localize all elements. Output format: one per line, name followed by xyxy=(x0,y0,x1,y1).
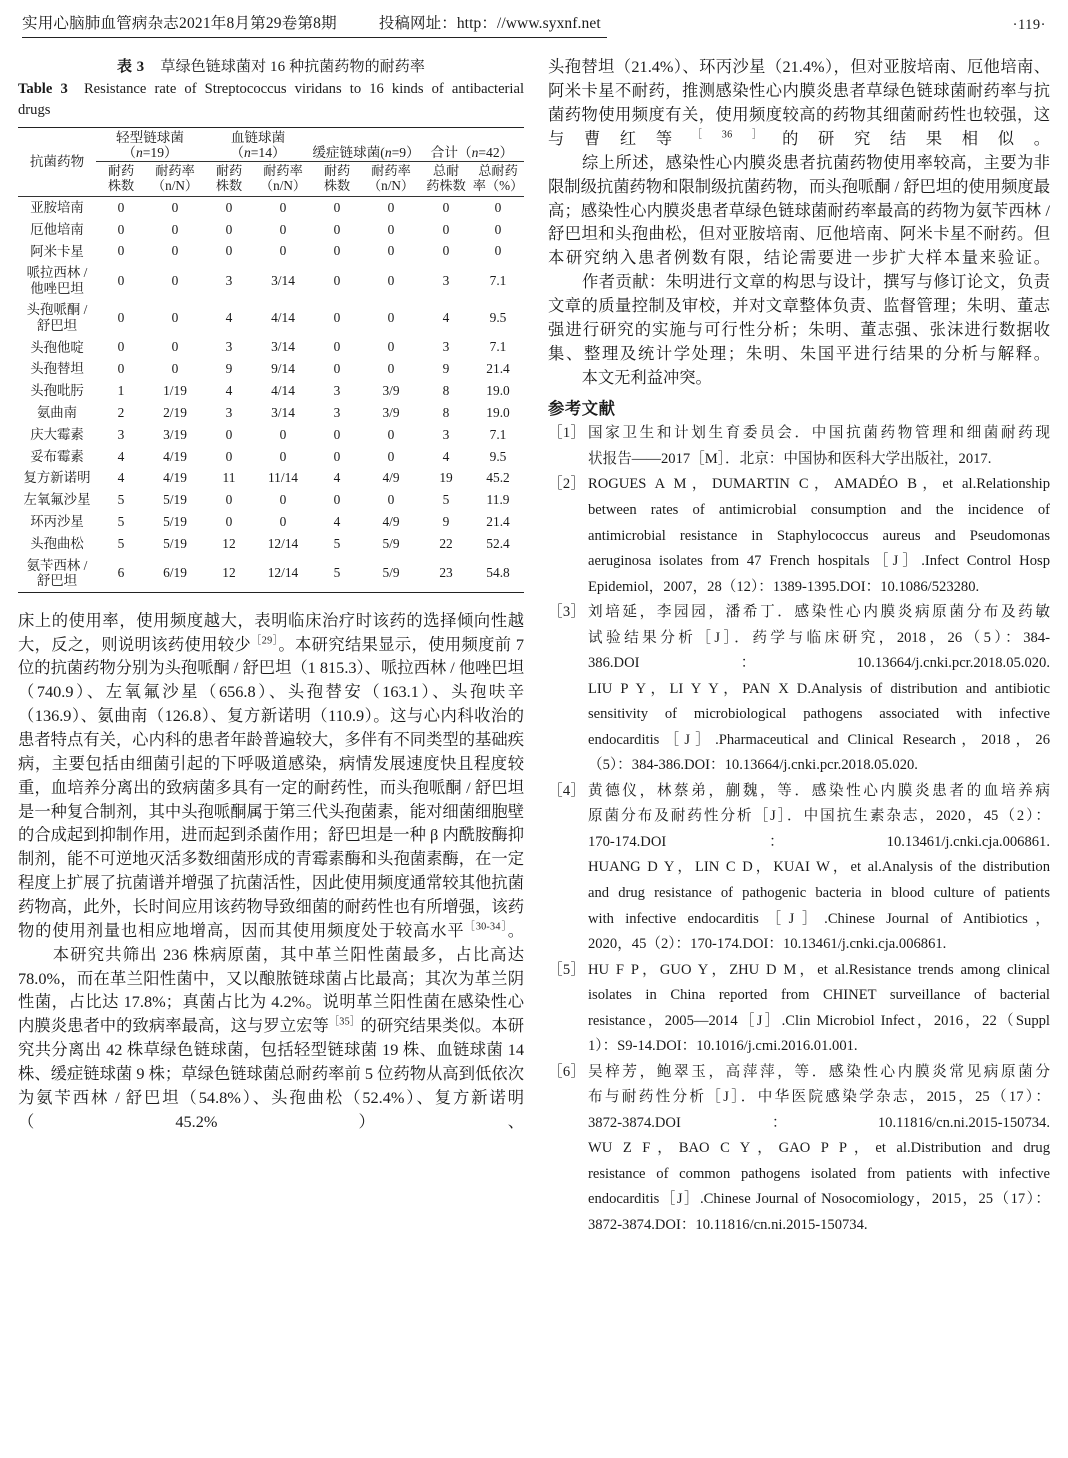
table-cell-value: 0 xyxy=(171,309,179,325)
table-cell-value: 3 xyxy=(333,383,341,399)
table-cell-value: 11.9 xyxy=(486,492,510,508)
contrib-text: 朱明进行文章的构思与设计，撰写与修订论文，负责文章的质量控制及审校，并对文章整体负责、监督管理；朱明、董志强进行研究的实施与可行性分析；朱明、董志强、张沫进行数据收集、整理及统计学处理；朱明、朱国平进行结果的分析与解释。 xyxy=(548,272,1050,363)
subheader-total-count: 总耐 药株数 xyxy=(426,163,466,194)
table-row xyxy=(18,336,524,358)
table-row xyxy=(18,299,524,336)
table-cell-value: 3 xyxy=(225,272,233,288)
table-cell-value: 8 xyxy=(442,383,450,399)
table-cell-value: 0 xyxy=(225,243,233,259)
rp2: 综上所述，感染性心内膜炎患者抗菌药物使用率较高，主要为非限制级抗菌药物和限制级抗菌药物，而头孢哌酮 / 舒巴坦的使用频度最高；感染性心内膜炎患者草绿色链球菌耐药率最高的药物为氨苄西林 / 舒巴坦和头孢曲松，但对亚胺培南、厄他培南、阿米卡星不耐药。但本研究纳入患者例数有限，结论需要进一步扩大样本量来验证。 xyxy=(548,152,1050,268)
table-cell-value: 0 xyxy=(387,492,395,508)
table-cell-value: 11 xyxy=(222,470,236,486)
table-cell-value: 0 xyxy=(494,243,502,259)
table-cell-value: 11/14 xyxy=(267,470,298,486)
two-column-layout xyxy=(18,55,1050,1238)
conflict-text: 本文无利益冲突。 xyxy=(581,367,712,387)
table-cell-value: 4/19 xyxy=(163,470,187,486)
reference-item xyxy=(548,600,1050,779)
table-cell-value: 45.2 xyxy=(486,470,510,486)
table-cell-value: 9 xyxy=(442,361,450,377)
table-cell-value: 0 xyxy=(333,309,341,325)
table-cell-value: 0 xyxy=(387,339,395,355)
table-cell-value: 0 xyxy=(333,199,341,215)
table-cell-value: 5 xyxy=(442,492,450,508)
table-cell-value: 19.0 xyxy=(486,404,510,420)
table-row xyxy=(18,424,524,446)
subheader-mitis-count: 耐药 株数 xyxy=(323,163,351,194)
right-paragraph-2-conclusion xyxy=(548,151,1050,270)
table-cell-value: 0 xyxy=(333,272,341,288)
table-cell-drug-name: 阿米卡星 xyxy=(30,243,84,259)
table-cell-value: 0 xyxy=(387,221,395,237)
table-cell-value: 4 xyxy=(442,448,450,464)
reference-line: WU Z F，BAO C Y，GAO P P，et al.Distribution and drug xyxy=(588,1140,1050,1157)
table-cell-value: 4 xyxy=(225,309,233,325)
table-row xyxy=(18,240,524,262)
table-cell-drug-name: 头孢哌酮 / 舒巴坦 xyxy=(26,302,88,333)
table-cell-value: 0 xyxy=(442,199,450,215)
left-paragraph-1 xyxy=(18,609,524,943)
table-cell-value: 0 xyxy=(279,448,287,464)
group-header-sanguis: 血链球菌（n=14） xyxy=(204,127,312,161)
table-cell-value: 7.1 xyxy=(489,339,507,355)
page-number: ·119· xyxy=(1012,17,1046,34)
group-header-mitis: 缓症链球菌(n=9） xyxy=(312,127,420,161)
lp2-a: 本研究共筛出 236 株病原菌，其中革兰阳性菌最多，占比高达 78.0%，而在革兰阳性菌中，又以酿脓链球菌占比最高；其次为革兰阴性菌，占比达 17.8%；真菌占比为 4.2%。说明革兰阳性菌在感染性心内膜炎患者中的致病率最高，这与罗立宏等 xyxy=(18,944,524,1036)
table-cell-value: 9/14 xyxy=(271,361,295,377)
reference-line: with infective endocarditis［J］.Chinese Journal of Antibiotics， xyxy=(588,910,1050,927)
running-header-left xyxy=(22,14,607,38)
table-cell-drug-name: 头孢他啶 xyxy=(30,339,84,355)
table-cell-drug-name: 妥布霉素 xyxy=(30,448,84,464)
reference-line: resistance，2005—2014［J］.Clin Microbiol Infect，2016，22（Suppl xyxy=(588,1012,1050,1029)
table-cell-value: 12/14 xyxy=(267,565,299,581)
reference-line: resistance of common pathogens isolated from patients with infective xyxy=(588,1165,1050,1182)
reference-item xyxy=(548,1060,1050,1239)
table-cell-value: 0 xyxy=(279,513,287,529)
references-heading: 参考文献 xyxy=(548,399,616,419)
group-header-total: 合计（n=42） xyxy=(420,127,524,161)
reference-number: ［5］ xyxy=(548,961,586,978)
table-cell-value: 12 xyxy=(222,535,236,551)
table-cell-value: 4 xyxy=(225,383,233,399)
reference-line: 黄德仪，林蔡弟，蒯魏，等．感染性心内膜炎患者的血培养病 xyxy=(588,782,1050,799)
table-cell-value: 0 xyxy=(117,339,125,355)
table-cell-value: 0 xyxy=(171,243,179,259)
group-header-mild: 轻型链球菌（n=19） xyxy=(96,127,204,161)
table-title-en: Resistance rate of Streptococcus viridans to 16 kinds of antibacterial drugs xyxy=(18,81,524,119)
reference-line: 170-174.DOI：10.13461/j.cnki.cja.006861. xyxy=(588,833,1050,850)
table-cell-value: 3 xyxy=(225,404,233,420)
table-cell-value: 4 xyxy=(442,309,450,325)
table-cell-value: 3 xyxy=(225,339,233,355)
table-cell-value: 6 xyxy=(117,565,125,581)
reference-number: ［2］ xyxy=(548,476,586,493)
reference-line: sensitivity of microbiological pathogens associated with infective xyxy=(588,706,1050,723)
table-label-cn: 表 3 xyxy=(117,59,145,76)
table-cell-value: 4 xyxy=(117,448,125,464)
table-cell-drug-name: 复方新诺明 xyxy=(23,470,91,486)
rp1-a: 头孢替坦（21.4%）、环丙沙星（21.4%），但对亚胺培南、厄他培南、阿米卡星不耐药，推测感染性心内膜炎患者草绿色链球菌耐药率与抗菌药物使用频度有关，使用频度较高的药物其细菌耐药性也较强，这与曹红等 xyxy=(548,57,1050,148)
table-cell-value: 8 xyxy=(442,404,450,420)
table-cell-drug-name: 哌拉西林 / 他唑巴坦 xyxy=(26,265,88,296)
table-row xyxy=(18,533,524,555)
table-cell-value: 3/14 xyxy=(271,339,295,355)
reference-line: ROGUES A M，DUMARTIN C，AMADÉO B，et al.Relationship xyxy=(588,476,1050,493)
subheader-mitis-rate: 耐药率 （n/N） xyxy=(367,163,415,194)
reference-text xyxy=(588,472,1050,600)
table-caption-english xyxy=(18,79,524,120)
table-cell-value: 3 xyxy=(442,426,450,442)
table-cell-value: 0 xyxy=(333,426,341,442)
reference-line: isolates in China reported from CHINET surveillance of bacterial xyxy=(588,987,1050,1004)
table-cell-value: 3 xyxy=(442,339,450,355)
reference-line: endocarditis［J］.Chinese Journal of Nosocomiology，2015，25（17）： xyxy=(588,1191,1050,1208)
reference-line: 386.DOI：10.13664/j.cnki.pcr.2018.05.020. xyxy=(588,655,1050,672)
reference-line: LIU P Y，LI Y Y，PAN X D.Analysis of distribution and antibiotic xyxy=(588,680,1050,697)
table-cell-value: 12 xyxy=(222,565,236,581)
reference-line: 试验结果分析［J］．药学与临床研究，2018，26（5）：384- xyxy=(588,629,1050,646)
table-cell-value: 0 xyxy=(171,339,179,355)
reference-item xyxy=(548,958,1050,1060)
table-cell-value: 4/9 xyxy=(382,470,400,486)
table-cell-value: 7.1 xyxy=(489,426,507,442)
table-cell-value: 0 xyxy=(333,339,341,355)
reference-line: 刘培延，李园园，潘希丁．感染性心内膜炎病原菌分布及药敏 xyxy=(588,604,1050,621)
table-cell-value: 0 xyxy=(171,361,179,377)
table-cell-value: 22 xyxy=(439,535,453,551)
table-cell-value: 4 xyxy=(333,470,341,486)
reference-text xyxy=(588,600,1050,779)
table-cell-value: 0 xyxy=(387,309,395,325)
reference-line: Epidemiol，2007，28（12）：1389-1395.DOI：10.1086/523280. xyxy=(588,578,980,595)
table-row xyxy=(18,196,524,218)
table-cell-drug-name: 庆大霉素 xyxy=(30,426,84,442)
reference-line: endocarditis［J］.Pharmaceutical and Clinical Research，2018，26 xyxy=(588,731,1050,748)
reference-number: ［6］ xyxy=(548,1063,586,1080)
table-cell-value: 5 xyxy=(117,492,125,508)
table-cell-value: 3/14 xyxy=(271,404,295,420)
right-column xyxy=(548,55,1050,1238)
lp1-b: 。本研究结果显示，使用频度前 7 位的抗菌药物分别为头孢哌酮 / 舒巴坦（1 815.3）、哌拉西林 / 他唑巴坦（740.9）、左氧氟沙星（656.8）、头孢替安（163.1）、头孢呋辛（136.9）、氨曲南（126.8）、复方新诺明（110.9）。这与心内科收治的患者特点有关，心内科的患者年龄普遍较大，多伴有不同类型的基础疾病，主要包括由细菌引起的下呼吸道感染，病情发展速度快且程度较重，血培养分离出的致病菌多具有一定的耐药性，而头孢哌酮 / 舒巴坦是一种复合制剂，其中头孢哌酮属于第三代头孢菌素，能对细菌细胞壁的合成起到抑制作用，进而起到杀菌作用；舒巴坦是一种 β 内酰胺酶抑制剂，能不可逆地灭活多数细菌形成的青霉素酶和头孢菌素酶，在一定程度上扩展了抗菌谱并增强了抗菌活性，因此使用频度通常较其他抗菌药物高，此外，长时间应用该药物导致细菌的耐药性也有所增强，该药物的使用剂量也相应地增高，因而其使用频度处于较高水平 xyxy=(18,634,524,940)
table-cell-value: 0 xyxy=(171,221,179,237)
table-cell-value: 0 xyxy=(333,361,341,377)
reference-line: 3872-3874.DOI：10.11816/cn.ni.2015-150734. xyxy=(588,1114,1050,1131)
running-header xyxy=(22,14,1046,41)
resistance-rate-table xyxy=(18,127,524,593)
table-cell-value: 0 xyxy=(387,361,395,377)
subheader-mild-count: 耐药 株数 xyxy=(107,163,135,194)
table-cell-value: 0 xyxy=(442,243,450,259)
table-cell-value: 6/19 xyxy=(163,565,187,581)
table-cell-value: 0 xyxy=(117,272,125,288)
table-cell-drug-name: 氨曲南 xyxy=(36,405,78,420)
table-cell-value: 19.0 xyxy=(486,383,510,399)
citation-29: ［29］ xyxy=(251,635,279,647)
table-caption-chinese xyxy=(18,55,524,76)
subheader-total-rate: 总耐药 率（%） xyxy=(472,163,524,194)
right-paragraph-1 xyxy=(548,55,1050,150)
table-cell-value: 3/19 xyxy=(163,426,187,442)
reference-number: ［4］ xyxy=(548,782,586,799)
table-cell-value: 3 xyxy=(117,426,125,442)
table-cell-value: 5 xyxy=(117,513,125,529)
table-cell-value: 3/9 xyxy=(382,383,400,399)
subheader-mild-rate: 耐药率 （n/N） xyxy=(151,163,199,194)
table-row xyxy=(18,511,524,533)
table-cell-value: 4/14 xyxy=(271,383,295,399)
reference-line: between rates of antimicrobial consumption and the incidence of xyxy=(588,502,1050,518)
reference-item xyxy=(548,421,1050,472)
table-row xyxy=(18,446,524,468)
table-cell-drug-name: 氨苄西林 / 舒巴坦 xyxy=(26,557,88,589)
table-cell-value: 0 xyxy=(387,272,395,288)
table-cell-value: 0 xyxy=(225,492,233,508)
table-cell-value: 0 xyxy=(225,426,233,442)
reference-line: 2020，45（2）：170-174.DOI：10.13461/j.cnki.cja.006861. xyxy=(588,936,947,953)
table-cell-value: 23 xyxy=(439,565,453,581)
reference-line: 3872-3874.DOI：10.11816/cn.ni.2015-150734. xyxy=(588,1216,868,1233)
table-cell-value: 0 xyxy=(494,221,502,237)
table-cell-value: 4/9 xyxy=(382,513,400,529)
reference-line: 状报告——2017［M］．北京：中国协和医科大学出版社，2017. xyxy=(588,450,992,467)
subheader-sanguis-rate: 耐药率 （n/N） xyxy=(259,163,307,194)
author-contributions xyxy=(548,270,1050,365)
table-cell-drug-name: 环丙沙星 xyxy=(30,514,84,530)
table-cell-drug-name: 头孢曲松 xyxy=(30,535,84,551)
reference-line: 原菌分布及耐药性分析［J］．中国抗生素杂志，2020，45（2）： xyxy=(588,808,1050,825)
table-label-en: Table 3 xyxy=(18,81,68,98)
table-cell-value: 5/9 xyxy=(382,535,400,551)
subheader-sanguis-count: 耐药 株数 xyxy=(215,163,243,194)
table-row xyxy=(18,402,524,424)
table-cell-value: 0 xyxy=(117,221,125,237)
table-cell-drug-name: 左氧氟沙星 xyxy=(23,492,91,508)
reference-line: HU F P，GUO Y，ZHU D M，et al.Resistance trends among clinical xyxy=(588,961,1050,978)
table-row xyxy=(18,219,524,241)
table-cell-drug-name: 亚胺培南 xyxy=(30,199,84,215)
lp1-a: 床上的使用率，使用频度越大，表明临床治疗时该药的选择倾向性越大，反之，则说明该药使用较少 xyxy=(18,610,524,654)
table-row xyxy=(18,262,524,299)
table-cell-value: 0 xyxy=(279,492,287,508)
table-row xyxy=(18,555,524,593)
table-cell-value: 54.8 xyxy=(486,565,510,581)
table-cell-value: 0 xyxy=(442,221,450,237)
table-cell-value: 3/14 xyxy=(271,272,295,288)
reference-text xyxy=(588,958,1050,1060)
reference-line: HUANG D Y，LIN C D，KUAI W，et al.Analysis of the distribution xyxy=(588,859,1050,876)
table-cell-value: 0 xyxy=(171,272,179,288)
reference-number: ［1］ xyxy=(548,425,586,442)
contrib-label: 作者贡献： xyxy=(581,272,666,292)
references-list xyxy=(548,421,1050,1238)
table-cell-value: 0 xyxy=(333,221,341,237)
table-cell-value: 0 xyxy=(333,448,341,464)
table-cell-value: 3/9 xyxy=(382,404,400,420)
citation-36: ［36］ xyxy=(691,129,783,141)
table-cell-value: 0 xyxy=(494,199,502,215)
table-cell-value: 0 xyxy=(225,199,233,215)
table-cell-value: 0 xyxy=(171,199,179,215)
table-cell-value: 9 xyxy=(442,513,450,529)
table-cell-value: 0 xyxy=(279,221,287,237)
table-cell-value: 9 xyxy=(225,361,233,377)
reference-text xyxy=(588,779,1050,958)
lp1-c: 。 xyxy=(507,920,524,940)
table-cell-value: 3 xyxy=(442,272,450,288)
reference-line: 1）：S9-14.DOI：10.1016/j.cmi.2016.01.001. xyxy=(588,1038,858,1055)
table-cell-value: 5 xyxy=(333,565,341,581)
table-cell-value: 4/19 xyxy=(163,448,187,464)
col-header-drug: 抗菌药物 xyxy=(29,154,85,170)
table-cell-value: 0 xyxy=(279,426,287,442)
lp2-b: 的研究结果类似。本研究共分离出 42 株草绿色链球菌，包括轻型链球菌 19 株、血链球菌 14 株、缓症链球菌 9 株；草绿色链球菌总耐药率前 5 位药物从高到低依次为氨苄西林 / 舒巴坦（54.8%）、头孢曲松（52.4%）、复方新诺明（45.2%）、 xyxy=(18,1016,524,1131)
table-cell-value: 0 xyxy=(225,221,233,237)
reference-item xyxy=(548,779,1050,958)
table-cell-value: 5/19 xyxy=(163,513,187,529)
table-cell-value: 0 xyxy=(387,243,395,259)
reference-line: 吴梓芳，鲍翠玉，高萍萍，等．感染性心内膜炎常见病原菌分 xyxy=(588,1063,1050,1080)
table-cell-value: 21.4 xyxy=(486,513,510,529)
left-paragraph-2 xyxy=(18,943,524,1134)
table-row xyxy=(18,380,524,402)
journal-title: 实用心脑肺血管病杂志2021年8月第29卷第8期 xyxy=(22,15,337,32)
table-cell-value: 0 xyxy=(117,309,125,325)
table-cell-drug-name: 头孢吡肟 xyxy=(30,383,84,399)
table-title-cn: 草绿色链球菌对 16 种抗菌药物的耐药率 xyxy=(160,59,425,76)
table-cell-value: 0 xyxy=(387,199,395,215)
table-cell-value: 5/9 xyxy=(382,565,400,581)
table-row xyxy=(18,358,524,380)
table-cell-value: 1 xyxy=(117,383,125,399)
table-cell-value: 0 xyxy=(333,243,341,259)
reference-line: 布与耐药性分析［J］．中华医院感染学杂志，2015，25（17）： xyxy=(588,1089,1050,1106)
rp1-b: 的研究结果相似。 xyxy=(782,128,1050,148)
table-cell-value: 0 xyxy=(387,448,395,464)
table-cell-value: 5/19 xyxy=(163,535,187,551)
table-cell-value: 9.5 xyxy=(489,448,507,464)
table-cell-value: 52.4 xyxy=(486,535,510,551)
table-cell-value: 0 xyxy=(387,426,395,442)
table-cell-value: 4/14 xyxy=(271,309,295,325)
table-cell-value: 0 xyxy=(225,448,233,464)
citation-30-34: ［30-34］ xyxy=(464,921,508,933)
table-cell-value: 0 xyxy=(333,492,341,508)
table-cell-value: 4 xyxy=(333,513,341,529)
table-row xyxy=(18,467,524,489)
table-cell-value: 2 xyxy=(117,404,125,420)
table-cell-value: 19 xyxy=(439,470,453,486)
conflict-statement xyxy=(548,366,1050,390)
reference-number: ［3］ xyxy=(548,604,586,621)
table-cell-drug-name: 头孢替坦 xyxy=(30,361,84,377)
table-row xyxy=(18,489,524,511)
table-cell-value: 0 xyxy=(117,199,125,215)
table-cell-value: 1/19 xyxy=(163,383,187,399)
table-cell-value: 0 xyxy=(225,513,233,529)
submission-url: 投稿网址：http：//www.syxnf.net xyxy=(378,15,601,32)
table-cell-drug-name: 厄他培南 xyxy=(30,221,84,237)
table-cell-value: 4 xyxy=(117,470,125,486)
table-cell-value: 3 xyxy=(333,404,341,420)
table-cell-value: 0 xyxy=(117,243,125,259)
table-cell-value: 5 xyxy=(333,535,341,551)
reference-text xyxy=(588,421,1050,472)
reference-line: （5）：384-386.DOI：10.13664/j.cnki.pcr.2018.05.020. xyxy=(588,757,918,774)
left-column xyxy=(18,55,524,1238)
table-cell-value: 0 xyxy=(279,243,287,259)
reference-line: antimicrobial resistance in Staphylococcus aureus and Pseudomonas xyxy=(588,527,1050,544)
reference-text xyxy=(588,1060,1050,1239)
citation-35: ［35］ xyxy=(328,1016,361,1028)
reference-item xyxy=(548,472,1050,600)
reference-line: aeruginosa isolates from 47 French hospitals［J］.Infect Control Hosp xyxy=(588,553,1050,570)
table-cell-value: 5/19 xyxy=(163,492,187,508)
table-cell-value: 2/19 xyxy=(163,404,187,420)
table-cell-value: 12/14 xyxy=(267,535,299,551)
table-cell-value: 0 xyxy=(279,199,287,215)
table-group-header-row xyxy=(18,127,524,161)
reference-line: 国家卫生和计划生育委员会．中国抗菌药物管理和细菌耐药现 xyxy=(588,425,1050,442)
table-cell-value: 5 xyxy=(117,535,125,551)
reference-line: and drug resistance of pathogenic bacteria in blood culture of patients xyxy=(588,884,1050,901)
table-cell-value: 21.4 xyxy=(486,361,510,377)
table-cell-value: 9.5 xyxy=(489,309,507,325)
table-cell-value: 7.1 xyxy=(489,272,507,288)
table-cell-value: 0 xyxy=(117,361,125,377)
table-body xyxy=(18,196,524,592)
